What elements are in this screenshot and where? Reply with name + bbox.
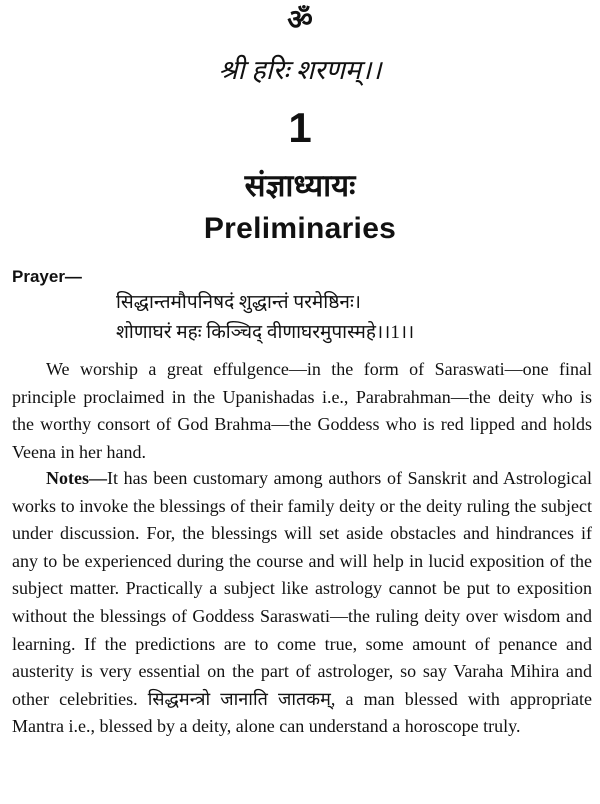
notes-paragraph <box>12 465 592 741</box>
verse-line-2: शोणाघरं महः किञ्चिद् वीणाघरमुपास्महे।।1।। <box>116 322 415 343</box>
verse-line-1: सिद्धान्तमौपनिषदं शुद्धान्तं परमेष्ठिनः। <box>116 292 361 313</box>
chapter-title-english: Preliminaries <box>203 212 397 245</box>
translation-paragraph <box>12 356 592 466</box>
translation-text: We worship a great effulgence—in the form of Saraswati—one final principle proclaimed in the Upanishadas i.e., Parabrahman—the deity who is the worthy consort of God Brahma—the Goddess who is red lipped and holds Veena in her hand. <box>12 359 592 462</box>
chapter-number: 1 <box>288 104 312 151</box>
chapter-title-sanskrit: संज्ञाध्यायः <box>244 168 356 203</box>
prayer-label: Prayer— <box>12 267 82 286</box>
om-symbol: ॐ <box>287 5 313 36</box>
notes-text: It has been customary among authors of Sanskrit and Astrological works to invoke the blessings of their family deity or the deity ruling the subject under discussion. For, the blessings will set aside obstacles and hindrances if any to be experienced during the course and will help in lucid exposition of the subject matter. Practically a subject like astrology cannot be put to exposition without the blessings of Goddess Saraswati—the ruling deity over wisdom and learning. If the predictions are to come true, some amount of penance and austerity is very essential on the part of astrologer, so say Varaha Mihira and other celebrities. सिद्धमन्त्रो जानाति जातकम्, a man blessed with appropriate Mantra i.e., blessed by a deity, alone can understand a horoscope truly. <box>12 468 592 737</box>
invocation-line: श्री हरिः शरणम्।। <box>218 55 382 85</box>
notes-label: Notes— <box>46 468 107 488</box>
